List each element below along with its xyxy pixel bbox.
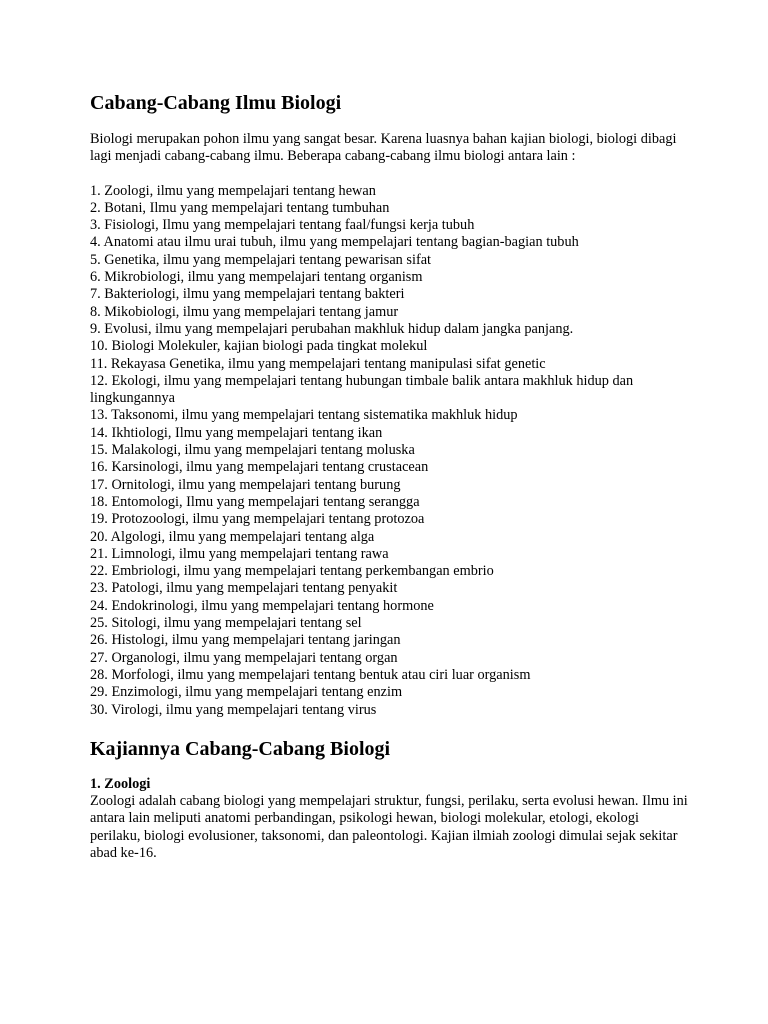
list-item: 20. Algologi, ilmu yang mempelajari tentang alga [90,528,375,545]
page-title: Cabang-Cabang Ilmu Biologi [90,92,342,114]
document-page [90,90,690,862]
list-item: 14. Ikhtiologi, Ilmu yang mempelajari tentang ikan [90,424,383,441]
list-item: 30. Virologi, ilmu yang mempelajari tentang virus [90,701,377,718]
list-item: 11. Rekayasa Genetika, ilmu yang mempelajari tentang manipulasi sifat genetic [90,355,546,372]
list-item: 4. Anatomi atau ilmu urai tubuh, ilmu yang mempelajari tentang bagian-bagian tubuh [90,234,579,251]
section-title: Kajiannya Cabang-Cabang Biologi [90,737,391,760]
list-item: 23. Patologi, ilmu yang mempelajari tentang penyakit [90,580,398,597]
zoologi-heading: 1. Zoologi [90,775,151,792]
list-item: 3. Fisiologi, Ilmu yang mempelajari tentang faal/fungsi kerja tubuh [90,217,475,234]
list-item: 22. Embriologi, ilmu yang mempelajari tentang perkembangan embrio [90,563,494,580]
zoologi-paragraph: Zoologi adalah cabang biologi yang mempelajari struktur, fungsi, perilaku, serta evolusi hewan. Ilmu ini antara lain meliputi anatomi perbandingan, psikologi hewan, biologi molekular, etologi, ekologi perilaku, biologi evolusioner, taksonomi, dan paleontologi. Kajian ilmiah zoologi dimulai sejak sekitar abad ke-16. [90,793,688,861]
branch-list [90,183,690,719]
list-item: 1. Zoologi, ilmu yang mempelajari tentang hewan [90,182,376,199]
list-item: 2. Botani, Ilmu yang mempelajari tentang tumbuhan [90,199,390,216]
list-item: 26. Histologi, ilmu yang mempelajari tentang jaringan [90,632,401,649]
list-item: 25. Sitologi, ilmu yang mempelajari tentang sel [90,615,362,632]
list-item: 6. Mikrobiologi, ilmu yang mempelajari tentang organism [90,269,423,286]
list-item: 19. Protozoologi, ilmu yang mempelajari tentang protozoa [90,511,425,528]
list-item: 5. Genetika, ilmu yang mempelajari tentang pewarisan sifat [90,251,432,268]
list-item: 21. Limnologi, ilmu yang mempelajari tentang rawa [90,545,389,562]
list-item: 17. Ornitologi, ilmu yang mempelajari tentang burung [90,476,401,493]
list-item: 24. Endokrinologi, ilmu yang mempelajari tentang hormone [90,597,434,614]
intro-paragraph: Biologi merupakan pohon ilmu yang sangat besar. Karena luasnya bahan kajian biologi, biologi dibagi lagi menjadi cabang-cabang ilmu. Beberapa cabang-cabang ilmu biologi antara lain : [90,131,677,165]
list-item: 13. Taksonomi, ilmu yang mempelajari tentang sistematika makhluk hidup [90,407,518,424]
list-item: 8. Mikobiologi, ilmu yang mempelajari tentang jamur [90,303,399,320]
list-item: 7. Bakteriologi, ilmu yang mempelajari tentang bakteri [90,286,405,303]
list-item: 10. Biologi Molekuler, kajian biologi pada tingkat molekul [90,338,428,355]
list-item: 16. Karsinologi, ilmu yang mempelajari tentang crustacean [90,459,429,476]
list-item: 27. Organologi, ilmu yang mempelajari tentang organ [90,649,398,666]
list-item: 9. Evolusi, ilmu yang mempelajari perubahan makhluk hidup dalam jangka panjang. [90,320,574,337]
list-item: 12. Ekologi, ilmu yang mempelajari tentang hubungan timbale balik antara makhluk hidup dan lingkungannya [90,372,634,407]
list-item: 18. Entomologi, Ilmu yang mempelajari tentang serangga [90,493,420,510]
list-item: 15. Malakologi, ilmu yang mempelajari tentang moluska [90,442,415,459]
list-item: 29. Enzimologi, ilmu yang mempelajari tentang enzim [90,684,403,701]
list-item: 28. Morfologi, ilmu yang mempelajari tentang bentuk atau ciri luar organism [90,666,531,683]
